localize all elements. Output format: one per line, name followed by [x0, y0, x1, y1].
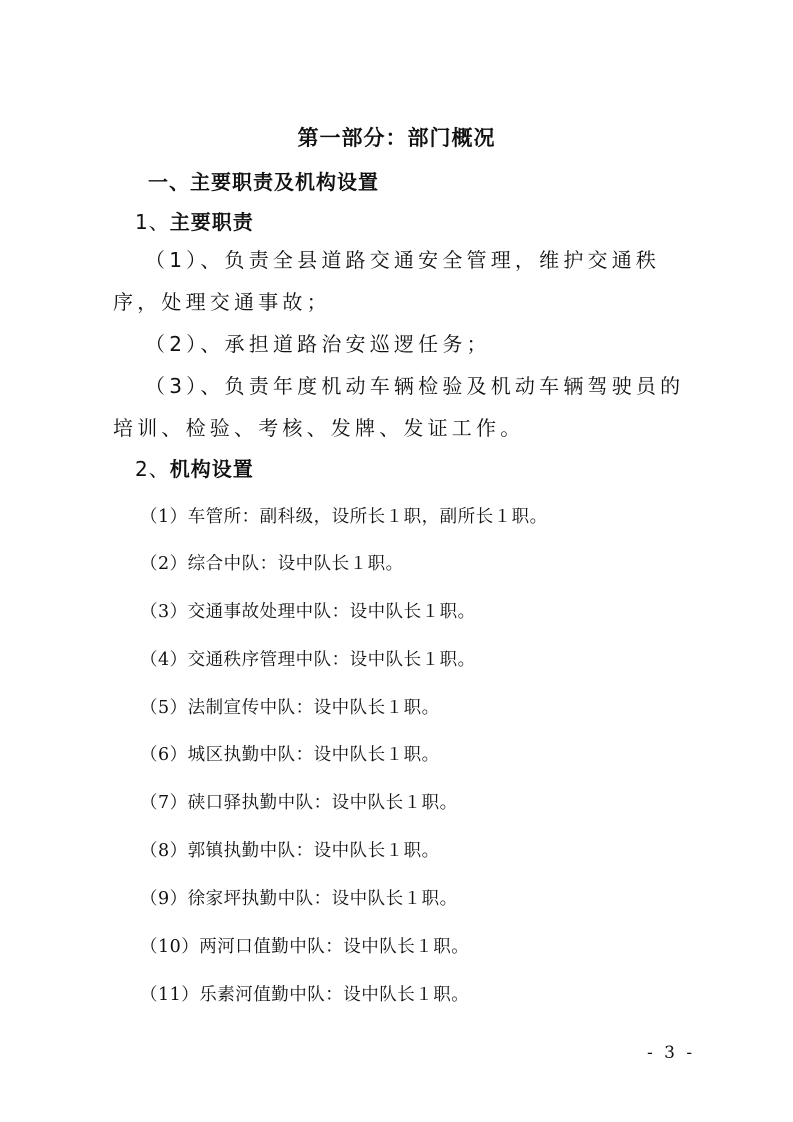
org-item: （6）城区执勤中队：设中队长１职。	[140, 745, 440, 765]
org-item: （5）法制宣传中队：设中队长１职。	[140, 698, 440, 718]
org-item: （8）郭镇执勤中队：设中队长１职。	[140, 841, 440, 861]
subsection-number: 2、	[135, 457, 170, 481]
duty-item: （3）、负责年度机动车辆检验及机动车辆驾驶员的培训、检验、考核、发牌、发证工作。	[113, 374, 685, 440]
subsection-heading-org	[135, 453, 254, 482]
org-item: （3）交通事故处理中队：设中队长１职。	[140, 602, 476, 622]
subsection-title: 机构设置	[169, 457, 254, 481]
duty-item: （1）、负责全县道路交通安全管理，维护交通秩序，处理交通事故；	[113, 248, 661, 314]
section-heading: 一、主要职责及机构设置	[148, 170, 379, 194]
org-item: （9）徐家坪执勤中队：设中队长１职。	[140, 889, 458, 909]
subsection-title: 主要职责	[169, 210, 254, 234]
org-item: （2）综合中队：设中队长１职。	[140, 554, 404, 574]
org-item: （11）乐素河值勤中队：设中队长１职。	[140, 985, 470, 1005]
org-item: （7）硖口驿执勤中队：设中队长１职。	[140, 793, 458, 813]
page-title: 第一部分：部门概况	[297, 125, 496, 150]
org-item: （10）两河口值勤中队：设中队长１职。	[140, 937, 470, 957]
subsection-number: 1、	[135, 210, 170, 234]
org-item: （4）交通秩序管理中队：设中队长１职。	[140, 650, 476, 670]
org-item: （1）车管所：副科级，设所长１职，副所长１职。	[140, 507, 548, 527]
duty-item: （2）、承担道路治安巡逻任务；	[145, 332, 491, 356]
subsection-heading-duties	[135, 206, 254, 235]
page-number: - 3 -	[647, 1043, 696, 1063]
